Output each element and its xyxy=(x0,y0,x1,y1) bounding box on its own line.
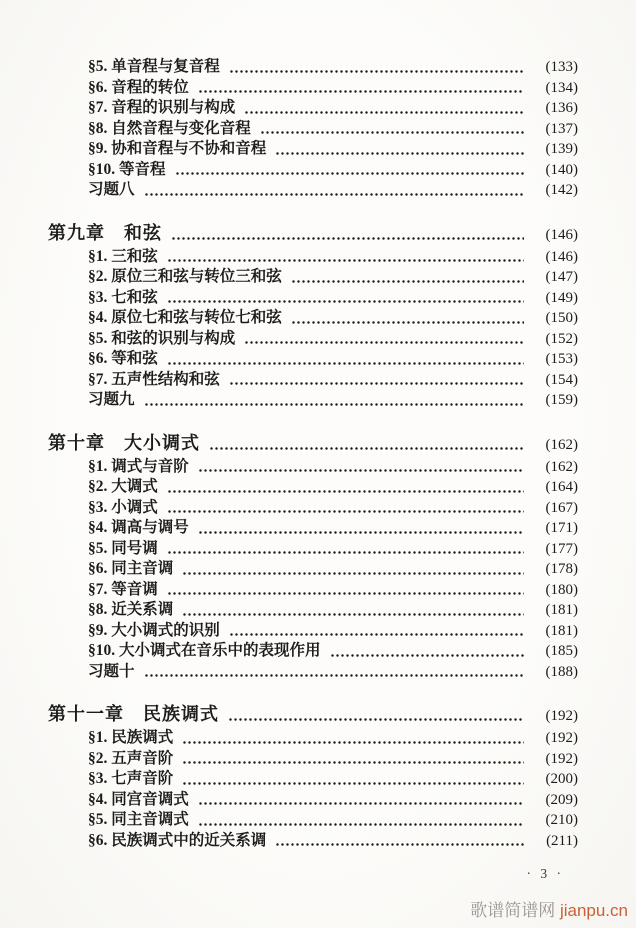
toc-entry xyxy=(88,810,578,831)
dot-leader xyxy=(228,718,524,721)
dot-leader xyxy=(244,111,524,114)
toc-entry-label: §2. 大调式 xyxy=(88,478,158,495)
toc-entry-page: (171) xyxy=(545,520,578,536)
toc-entry xyxy=(88,477,578,498)
toc-entry-label: §4. 调高与调号 xyxy=(88,519,189,536)
toc-entry-label: §4. 原位七和弦与转位七和弦 xyxy=(88,309,282,326)
toc-entry xyxy=(88,518,578,539)
toc-entry-label: §9. 协和音程与不协和音程 xyxy=(88,140,267,157)
toc-entry-page: (192) xyxy=(545,730,578,746)
chapter-page: (192) xyxy=(545,708,578,724)
toc-entry xyxy=(88,160,578,181)
toc-entry xyxy=(88,119,578,140)
dot-leader xyxy=(175,172,524,175)
toc-entry-label: §6. 等和弦 xyxy=(88,350,158,367)
toc-entry xyxy=(88,749,578,770)
toc-entry-label: §8. 自然音程与变化音程 xyxy=(88,119,251,137)
toc-entry-page: (192) xyxy=(545,750,578,767)
toc-entry xyxy=(88,288,578,309)
toc-entry-label: §5. 同主音调式 xyxy=(88,811,189,828)
toc-entry-label: §1. 民族调式 xyxy=(88,729,174,746)
toc-entry xyxy=(88,790,578,811)
dot-leader xyxy=(171,237,524,240)
toc-entry-label: §1. 三和弦 xyxy=(88,247,158,265)
toc-entry-label: §5. 同号调 xyxy=(88,539,158,557)
dot-leader xyxy=(198,823,524,826)
chapter-label: 第九章 和弦 xyxy=(48,222,162,243)
toc-entry-label: §3. 七声音阶 xyxy=(88,770,174,787)
toc-entry xyxy=(88,247,578,268)
toc-entry-page: (167) xyxy=(545,499,578,516)
chapter-heading xyxy=(48,430,578,457)
toc-entry-page: (153) xyxy=(545,351,578,367)
toc-entry-label: §7. 五声性结构和弦 xyxy=(88,370,220,388)
toc-entry-label: §3. 小调式 xyxy=(88,498,158,516)
toc-entry-label: §6. 民族调式中的近关系调 xyxy=(88,831,267,849)
toc-entry xyxy=(88,457,578,478)
dot-leader xyxy=(209,447,524,450)
dot-leader xyxy=(167,362,524,365)
toc-entry-label: 习题九 xyxy=(88,391,135,408)
toc-entry xyxy=(88,539,578,560)
toc-entry-label: §9. 大小调式的识别 xyxy=(88,621,220,639)
dot-leader xyxy=(260,131,524,134)
toc-entry-label: §6. 音程的转位 xyxy=(88,78,189,96)
toc-entry xyxy=(88,78,578,99)
dot-leader xyxy=(330,654,524,657)
toc-entry-page: (188) xyxy=(545,663,578,680)
toc-entry-page: (181) xyxy=(545,622,578,639)
toc-entry-label: §4. 同宫音调式 xyxy=(88,790,189,808)
dot-leader xyxy=(144,193,524,196)
toc-entry-page: (200) xyxy=(545,771,578,787)
dot-leader xyxy=(167,551,524,554)
dot-leader xyxy=(167,300,524,303)
toc-entry-label: §5. 单音程与复音程 xyxy=(88,58,220,75)
dot-leader xyxy=(144,403,524,406)
toc-entry xyxy=(88,580,578,601)
dot-leader xyxy=(291,321,524,324)
toc-entry-page: (142) xyxy=(545,182,578,198)
dot-leader xyxy=(167,592,524,595)
chapter-page: (146) xyxy=(545,226,578,243)
toc-entry-label: §8. 近关系调 xyxy=(88,601,174,618)
toc-entry-page: (154) xyxy=(545,371,578,388)
watermark xyxy=(470,896,628,921)
dot-leader xyxy=(198,531,524,534)
toc-entry xyxy=(88,498,578,519)
toc-entry xyxy=(88,769,578,790)
toc-entry-page: (146) xyxy=(545,248,578,265)
toc-entry xyxy=(88,641,578,662)
toc-entry xyxy=(88,180,578,201)
dot-leader xyxy=(167,510,524,513)
toc-entry xyxy=(88,390,578,411)
dot-leader xyxy=(182,613,524,616)
toc-entry-page: (147) xyxy=(545,269,578,285)
toc-entry-label: §10. 等音程 xyxy=(88,160,166,178)
toc-entry-label: 习题八 xyxy=(88,181,135,198)
toc-entry-page: (177) xyxy=(545,540,578,557)
toc-entry-page: (149) xyxy=(545,289,578,306)
dot-leader xyxy=(198,90,524,93)
dot-leader xyxy=(182,741,524,744)
chapter-page: (162) xyxy=(545,436,578,453)
toc-entry xyxy=(88,308,578,329)
toc-entry-label: §7. 音程的识别与构成 xyxy=(88,99,236,116)
toc-entry-page: (159) xyxy=(545,392,578,408)
toc-entry-page: (133) xyxy=(545,59,578,75)
toc-entry xyxy=(88,370,578,391)
watermark-site-name: 歌谱简谱网 xyxy=(470,901,556,920)
toc-entry-page: (178) xyxy=(545,561,578,577)
toc-entry-page: (134) xyxy=(545,79,578,96)
dot-leader xyxy=(167,259,524,262)
chapter-heading xyxy=(48,220,578,247)
toc-entry-label: §2. 五声音阶 xyxy=(88,749,174,767)
toc-entry xyxy=(88,329,578,350)
toc-entry xyxy=(88,267,578,288)
dot-leader xyxy=(229,70,524,73)
dot-leader xyxy=(275,843,524,846)
toc-entry-label: §1. 调式与音阶 xyxy=(88,457,189,475)
toc-entry xyxy=(88,559,578,580)
toc-entry-page: (181) xyxy=(545,602,578,618)
dot-leader xyxy=(291,280,524,283)
toc-entry-label: 习题十 xyxy=(88,662,135,680)
chapter-label: 第十章 大小调式 xyxy=(48,432,200,453)
toc-entry-page: (210) xyxy=(545,812,578,828)
toc-entry-label: §7. 等音调 xyxy=(88,580,158,598)
toc-entry xyxy=(88,98,578,119)
toc-entry xyxy=(88,139,578,160)
toc-entry xyxy=(88,57,578,78)
dot-leader xyxy=(244,341,524,344)
toc-entry xyxy=(88,831,578,852)
dot-leader xyxy=(229,633,524,636)
chapter-heading xyxy=(48,701,578,728)
dot-leader xyxy=(167,490,524,493)
dot-leader xyxy=(275,152,524,155)
toc-entry-page: (180) xyxy=(545,581,578,598)
toc-entry-page: (150) xyxy=(545,310,578,326)
toc-entry-page: (140) xyxy=(545,161,578,178)
toc-entry xyxy=(88,349,578,370)
watermark-site-url: jianpu.cn xyxy=(559,901,628,920)
toc-entry-page: (139) xyxy=(545,141,578,157)
toc-entry-label: §3. 七和弦 xyxy=(88,288,158,306)
toc-entry-page: (209) xyxy=(545,791,578,808)
toc-entry-label: §2. 原位三和弦与转位三和弦 xyxy=(88,268,282,285)
toc-entry xyxy=(88,662,578,683)
dot-leader xyxy=(182,761,524,764)
dot-leader xyxy=(198,469,524,472)
dot-leader xyxy=(182,782,524,785)
toc-entry-page: (136) xyxy=(545,100,578,116)
toc-entry-page: (137) xyxy=(545,120,578,137)
dot-leader xyxy=(198,802,524,805)
dot-leader xyxy=(229,382,524,385)
toc-entry-page: (152) xyxy=(545,330,578,347)
dot-leader xyxy=(144,674,524,677)
toc-entry-label: §5. 和弦的识别与构成 xyxy=(88,329,236,347)
toc-entry-label: §6. 同主音调 xyxy=(88,560,174,577)
toc-entry xyxy=(88,728,578,749)
page-number: · 3 · xyxy=(526,866,564,881)
toc-entry-page: (211) xyxy=(546,832,578,849)
toc-entry-label: §10. 大小调式在音乐中的表现作用 xyxy=(88,642,321,659)
chapter-label: 第十一章 民族调式 xyxy=(48,704,219,724)
toc-entry xyxy=(88,600,578,621)
toc-entry xyxy=(88,621,578,642)
dot-leader xyxy=(182,572,524,575)
toc-entry-page: (162) xyxy=(545,458,578,475)
toc-entry-page: (164) xyxy=(545,479,578,495)
toc-entry-page: (185) xyxy=(545,643,578,659)
